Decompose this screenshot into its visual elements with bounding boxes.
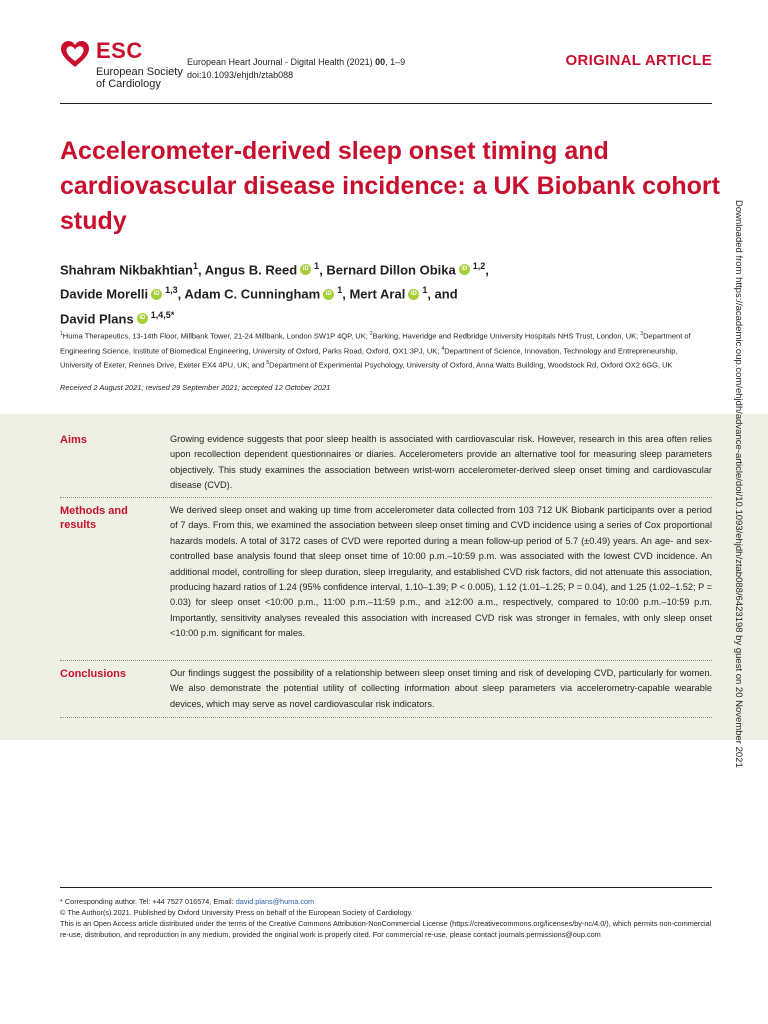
affiliation-number: 2 <box>369 331 373 337</box>
orcid-icon[interactable]: iD <box>459 264 470 275</box>
author-name: Davide Morelli <box>60 286 149 302</box>
author-affiliation-number: 1,4,5* <box>150 309 175 320</box>
author-affiliation-number: 1 <box>314 261 320 271</box>
affiliation-text: Department of Science, Innovation, Technology and Entrepreneurship, University of Exeter, Rennes Drive, Exeter EX4 4PU, UK; and <box>60 346 678 370</box>
footnotes <box>60 896 712 940</box>
affiliation-number: 1 <box>60 331 63 337</box>
doi-link[interactable]: doi:10.1093/ehjdh/ztab088 <box>187 70 294 80</box>
esc-heart-logo-icon <box>60 40 90 68</box>
author-list: Shahram Nikbakhtian$^1$, Angus B. Reed iD $^1$, Bernard Dillon Obika iD $^{1,2}$, Davide Morelli iD $^{1,3}$, Adam C. Cunningham iD $^1$, Mert Aral iD $^1$, and David Plans iD $^{1,4,5*}$ <box>60 261 489 326</box>
author-name: Bernard Dillon Obika <box>326 262 456 278</box>
article-title: Accelerometer-derived sleep onset timing and cardiovascular disease incidence: a UK Biobank cohort study <box>60 137 720 235</box>
methods-results-label: Methods and results <box>60 505 128 531</box>
aims-label: Aims <box>60 434 87 446</box>
author-affiliation-number: 1 <box>192 261 198 271</box>
orcid-icon[interactable]: iD <box>408 289 419 300</box>
author-name: Mert Aral <box>349 286 406 302</box>
esc-logo-subtitle: European Society of Cardiology <box>96 66 183 90</box>
affiliation-text: Department of Experimental Psychology, University of Oxford, Anna Watts Building, Woodstock Rd, Oxford OX2 6GG, UK <box>269 360 673 370</box>
affiliation-text: Department of Engineering Science, Institute of Biomedical Engineering, University of Oxford, Parks Road, Oxford, OX1 3PJ, UK; <box>60 331 691 355</box>
orcid-icon[interactable]: iD <box>151 289 162 300</box>
abstract-divider <box>60 497 712 498</box>
methods-results-text: We derived sleep onset and waking up time from accelerometer data collected from 103 712 UK Biobank participants over a period of 7 days. From this, we examined the association between sleep onset timing and CVD incidence using a series of Cox proportional hazards models. A total of 3172 cases of CVD were reported during a mean follow-up period of 5.7 (±0.49) years. An age- and sex-controlled base analysis found that sleep onset time of 10:00 p.m.–10:59 p.m. was associated with the lowest CVD incidence. An additional model, controlling for sleep duration, sleep irregularity, and established CVD risk factors, did not attenuate this association, producing hazard ratios of 1.24 (95% confidence interval, 1.10–1.39; P < 0.005), 1.12 (1.01–1.25; P = 0.04), and 1.25 (1.02–1.52; P = 0.03) for sleep onset <10:00 p.m., 11:00 p.m.–11:59 p.m., and ≥12:00 a.m., respectively, compared to 10:00 p.m.–10:59 p.m. Importantly, sensitivity analyses revealed this association with increased CVD risk was stronger in females, with only sleep onset <10:00 p.m. significant for males. <box>170 505 712 639</box>
author-name: Shahram Nikbakhtian <box>60 262 193 278</box>
abstract-divider <box>60 660 712 661</box>
license-note: This is an Open Access article distributed under the terms of the Creative Commons Attribution-NonCommercial License (https://creativecommons.org/licenses/by-nc/4.0/), which permits non-commercial re-use, distribution, and reproduction in any medium, provided the original work is properly cited. For commercial re-use, please contact journals.permissions@oup.com <box>60 919 712 939</box>
author-name: Adam C. Cunningham <box>184 286 321 302</box>
author-name: David Plans <box>60 310 134 326</box>
affiliation-number: 5 <box>266 360 270 366</box>
header-divider <box>60 103 712 104</box>
orcid-icon[interactable]: iD <box>300 264 311 275</box>
corresponding-author-note: * Corresponding author. Tel: +44 7527 016574, Email: david.plans@huma.com <box>60 897 315 906</box>
conclusions-label: Conclusions <box>60 668 127 680</box>
journal-citation: European Heart Journal - Digital Health (2021) 00, 1–9 doi:10.1093/ehjdh/ztab088 <box>187 57 406 80</box>
conclusions-text: Our findings suggest the possibility of a relationship between sleep onset timing and risk of developing CVD, particularly for women. We also demonstrate the potential utility of collecting information about sleep parameters via accelerometry-capable wearable devices, which may serve as novel cardiovascular risk indicators. <box>170 668 712 709</box>
author-affiliation-number: 1,2 <box>472 261 486 271</box>
affiliation-text: Huma Therapeutics, 13-14th Floor, Millbank Tower, 21-24 Millbank, London SW1P 4QP, UK; <box>62 331 370 341</box>
aims-text: Growing evidence suggests that poor sleep health is associated with cardiovascular risk. However, research in this area often relies upon recollection dependent questionnaires or diaries. Accelerometers provide an alternative tool for measuring sleep parameters objectively. This study examines the association between wrist-worn accelerometer-derived sleep onset timing and cardiovascular disease (CVD). <box>170 434 712 491</box>
orcid-icon[interactable]: iD <box>137 313 148 324</box>
orcid-icon[interactable]: iD <box>323 289 334 300</box>
copyright-note: © The Author(s) 2021. Published by Oxford University Press on behalf of the European Society of Cardiology. <box>60 908 413 917</box>
author-affiliation-number: 1 <box>422 285 428 296</box>
author-name: Angus B. Reed <box>204 262 298 278</box>
author-affiliation-number: 1 <box>337 285 343 296</box>
affiliations <box>60 328 712 372</box>
esc-logo-text: ESC <box>96 38 143 63</box>
footer-divider <box>60 887 712 888</box>
email-link[interactable]: david.plans@huma.com <box>235 897 315 906</box>
affiliation-text: Barking, Haveridge and Redbridge University Hospitals NHS Trust, London, UK; <box>372 331 641 341</box>
affiliation-number: 3 <box>640 331 644 337</box>
affiliation-number: 4 <box>441 345 445 352</box>
received-dates: Received 2 August 2021; revised 29 September 2021; accepted 12 October 2021 <box>60 383 331 392</box>
abstract-divider <box>60 717 712 718</box>
download-watermark: Downloaded from https://academic.oup.com/ehjdh/advance-article/doi/10.1093/ehjdh/ztab088/6423198 by guest on 20 November 2021 <box>733 200 744 768</box>
article-type-label: ORIGINAL ARTICLE <box>565 52 712 69</box>
author-affiliation-number: 1,3 <box>165 285 178 296</box>
